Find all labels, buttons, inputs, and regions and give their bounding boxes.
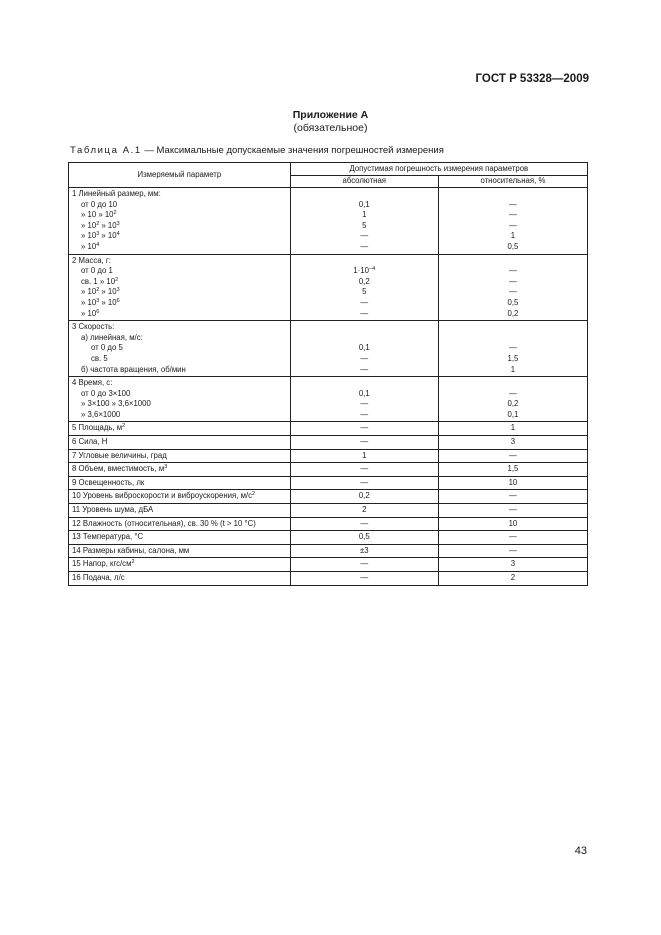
relative-value: 2 xyxy=(510,573,516,582)
parameter-cell xyxy=(69,188,291,255)
table-row xyxy=(69,544,588,558)
exponent: 3 xyxy=(164,464,168,471)
relative-value xyxy=(442,378,584,389)
parameter-text xyxy=(72,221,287,232)
relative-value: 0,1 xyxy=(507,409,519,419)
absolute-cell xyxy=(290,517,438,531)
parameter-text xyxy=(72,437,287,448)
relative-cell xyxy=(438,422,587,436)
parameter-label: » 10 xyxy=(81,287,97,297)
parameter-cell xyxy=(69,321,291,377)
parameter-text xyxy=(72,287,287,298)
absolute-value xyxy=(294,478,435,489)
absolute-value-text: — xyxy=(360,241,369,251)
parameter-label: б) частота вращения, об/мин xyxy=(81,364,186,374)
parameter-label: 11 Уровень шума, дБА xyxy=(72,505,154,515)
absolute-value xyxy=(294,399,435,410)
relative-value xyxy=(442,333,584,344)
parameter-label: 2 Масса, г: xyxy=(72,255,111,265)
relative-cell xyxy=(438,572,587,586)
absolute-value-text: — xyxy=(360,437,369,447)
parameter-text xyxy=(72,309,287,320)
absolute-cell xyxy=(290,490,438,504)
exponent: 2 xyxy=(252,491,256,498)
absolute-value xyxy=(294,559,435,570)
absolute-value-text: 0,2 xyxy=(358,491,370,501)
exponent: 2 xyxy=(122,423,126,430)
absolute-value-text: — xyxy=(360,353,369,363)
annex-title: Приложение А xyxy=(292,109,369,121)
parameter-label: » 10 xyxy=(81,241,97,251)
table-row xyxy=(69,422,588,436)
exponent: 2 xyxy=(131,559,135,566)
parameter-label: 6 Сила, Н xyxy=(72,437,108,447)
parameter-text xyxy=(72,322,287,333)
parameter-cell xyxy=(69,504,291,518)
table-row xyxy=(69,504,588,518)
absolute-value-text: 0,5 xyxy=(358,532,370,542)
relative-value: 3 xyxy=(510,437,516,447)
annex-subtitle: (обязательное) xyxy=(293,122,368,134)
absolute-value xyxy=(294,546,435,557)
parameter-text xyxy=(72,410,287,421)
parameter-text xyxy=(72,451,287,462)
error-limits-table xyxy=(68,162,588,586)
exponent: −4 xyxy=(368,266,376,273)
parameter-label: св. 5 xyxy=(91,353,108,363)
absolute-value-text: — xyxy=(360,409,369,419)
relative-cell xyxy=(438,463,587,477)
table-row xyxy=(69,449,588,463)
table-row xyxy=(69,531,588,545)
relative-value: 3 xyxy=(510,559,516,569)
absolute-value xyxy=(294,298,435,309)
parameter-text xyxy=(72,389,287,400)
relative-value: 0,2 xyxy=(507,399,519,409)
parameter-text xyxy=(72,333,287,344)
relative-value: 0,5 xyxy=(507,241,519,251)
absolute-value xyxy=(294,242,435,253)
absolute-value-text: — xyxy=(360,231,369,241)
relative-value: — xyxy=(509,266,517,276)
relative-value: — xyxy=(509,210,517,220)
relative-value: — xyxy=(509,276,517,286)
relative-cell xyxy=(438,544,587,558)
absolute-value-text: — xyxy=(360,518,369,528)
relative-cell xyxy=(438,531,587,545)
parameter-text xyxy=(72,464,287,475)
parameter-cell xyxy=(69,544,291,558)
table-row xyxy=(69,254,588,321)
exponent: 3 xyxy=(96,231,100,238)
parameter-label: 3 Скорость: xyxy=(72,322,115,332)
absolute-value-text: ±3 xyxy=(359,545,369,555)
relative-cell xyxy=(438,558,587,572)
parameter-label-cont: » 10 xyxy=(99,297,117,307)
parameter-text xyxy=(72,277,287,288)
exponent: 4 xyxy=(116,231,120,238)
table-row xyxy=(69,476,588,490)
table-row xyxy=(69,377,588,422)
parameter-cell xyxy=(69,463,291,477)
header-group: Допустимая погрешность измерения параметров xyxy=(290,163,587,176)
relative-cell xyxy=(438,476,587,490)
table-caption-label: Таблица А.1 xyxy=(70,145,142,156)
parameter-label: » 3,6×1000 xyxy=(81,409,121,419)
parameter-cell xyxy=(69,449,291,463)
relative-value: 10 xyxy=(508,518,518,528)
relative-value xyxy=(442,322,584,333)
parameter-text xyxy=(72,343,287,354)
parameter-label: 16 Подача, л/с xyxy=(72,573,125,582)
absolute-value-text: 5 xyxy=(362,220,367,230)
absolute-value-text: — xyxy=(360,464,369,474)
relative-value: 1 xyxy=(510,364,516,374)
absolute-cell xyxy=(290,422,438,436)
header-parameter: Измеряемый параметр xyxy=(69,163,291,188)
parameter-label: » 10 xyxy=(81,231,97,241)
absolute-value xyxy=(294,343,435,354)
exponent: 2 xyxy=(115,276,119,283)
table-body xyxy=(69,188,588,586)
absolute-value xyxy=(294,354,435,365)
relative-cell xyxy=(438,517,587,531)
relative-value: 0,5 xyxy=(507,297,519,307)
absolute-cell xyxy=(290,188,438,255)
relative-value: — xyxy=(509,545,517,555)
parameter-cell xyxy=(69,476,291,490)
parameter-cell xyxy=(69,490,291,504)
parameter-label: от 0 до 3×100 xyxy=(81,388,131,398)
absolute-value xyxy=(294,189,435,200)
absolute-value xyxy=(294,519,435,530)
parameter-text xyxy=(72,478,287,489)
exponent: 3 xyxy=(116,287,120,294)
absolute-value xyxy=(294,451,435,462)
relative-value: — xyxy=(509,199,517,209)
parameter-label: » 10 xyxy=(81,308,97,318)
relative-cell xyxy=(438,254,587,321)
absolute-value-text: 0,1 xyxy=(358,343,370,353)
absolute-value xyxy=(294,256,435,267)
absolute-value-text: 1 xyxy=(362,210,367,220)
relative-value: — xyxy=(509,491,517,501)
parameter-text xyxy=(72,189,287,200)
parameter-text xyxy=(72,378,287,389)
absolute-value-text: 1·10 xyxy=(353,266,369,276)
parameter-label: 14 Размеры кабины, салона, мм xyxy=(72,545,190,555)
relative-cell xyxy=(438,490,587,504)
exponent: 3 xyxy=(116,220,120,227)
parameter-label-cont: » 10 xyxy=(99,231,117,241)
absolute-cell xyxy=(290,572,438,586)
absolute-value-text: — xyxy=(360,573,369,582)
absolute-value xyxy=(294,491,435,502)
table-row xyxy=(69,463,588,477)
parameter-cell xyxy=(69,531,291,545)
absolute-cell xyxy=(290,504,438,518)
absolute-value xyxy=(294,378,435,389)
parameter-text xyxy=(72,354,287,365)
parameter-text xyxy=(72,573,287,584)
relative-value: 1,5 xyxy=(507,464,519,474)
absolute-value-text: — xyxy=(360,308,369,318)
parameter-cell xyxy=(69,517,291,531)
parameter-cell xyxy=(69,422,291,436)
relative-value: — xyxy=(509,287,517,297)
absolute-value xyxy=(294,505,435,516)
absolute-value xyxy=(294,231,435,242)
parameter-label: от 0 до 5 xyxy=(91,343,123,353)
absolute-value xyxy=(294,410,435,421)
absolute-value xyxy=(294,437,435,448)
absolute-value-text: — xyxy=(360,399,369,409)
header-absolute: абсолютная xyxy=(290,176,438,188)
relative-cell xyxy=(438,377,587,422)
parameter-label: 5 Площадь, м xyxy=(72,423,123,433)
absolute-value xyxy=(294,200,435,211)
absolute-value-text: — xyxy=(360,423,369,433)
page-number: 43 xyxy=(574,845,587,857)
relative-value xyxy=(442,256,584,267)
parameter-text xyxy=(72,423,287,434)
absolute-cell xyxy=(290,321,438,377)
table-row xyxy=(69,572,588,586)
parameter-label: 15 Напор, кгс/см xyxy=(72,559,132,569)
relative-value: — xyxy=(509,532,517,542)
absolute-value xyxy=(294,464,435,475)
parameter-label: 10 Уровень виброскорости и виброускорения, м/с xyxy=(72,491,252,501)
absolute-value xyxy=(294,287,435,298)
absolute-cell xyxy=(290,476,438,490)
relative-value: — xyxy=(509,343,517,353)
table-caption-text: — Максимальные допускаемые значения погрешностей измерения xyxy=(141,145,444,156)
relative-cell xyxy=(438,449,587,463)
parameter-text xyxy=(72,242,287,253)
absolute-cell xyxy=(290,377,438,422)
absolute-cell xyxy=(290,558,438,572)
parameter-text xyxy=(72,546,287,557)
standard-code: ГОСТ Р 53328—2009 xyxy=(475,73,589,85)
absolute-value xyxy=(294,365,435,376)
parameter-label: от 0 до 10 xyxy=(81,199,118,209)
absolute-value xyxy=(294,277,435,288)
header-relative: относительная, % xyxy=(438,176,587,188)
parameter-cell xyxy=(69,572,291,586)
absolute-value-text: 2 xyxy=(362,505,367,515)
parameter-text xyxy=(72,266,287,277)
relative-value: 1,5 xyxy=(507,353,519,363)
relative-value: — xyxy=(509,505,517,515)
parameter-label: 7 Угловые величины, град xyxy=(72,450,167,460)
absolute-value xyxy=(294,573,435,584)
absolute-value-text: 1 xyxy=(362,450,367,460)
parameter-text xyxy=(72,365,287,376)
parameter-label-cont: » 10 xyxy=(99,287,117,297)
parameter-text xyxy=(72,491,287,502)
parameter-label: 1 Линейный размер, мм: xyxy=(72,189,161,198)
table-caption xyxy=(70,145,444,156)
absolute-cell xyxy=(290,531,438,545)
parameter-cell xyxy=(69,436,291,450)
parameter-text xyxy=(72,532,287,543)
parameter-text xyxy=(72,298,287,309)
absolute-value xyxy=(294,532,435,543)
exponent: 4 xyxy=(96,241,100,248)
parameter-label: от 0 до 1 xyxy=(81,266,113,276)
absolute-value xyxy=(294,309,435,320)
relative-value: 1 xyxy=(510,423,516,433)
parameter-cell xyxy=(69,254,291,321)
parameter-text xyxy=(72,519,287,530)
parameter-text xyxy=(72,210,287,221)
parameter-label: 9 Освещенность, лк xyxy=(72,477,145,487)
relative-value xyxy=(442,189,584,200)
table-row xyxy=(69,490,588,504)
parameter-cell xyxy=(69,558,291,572)
relative-value: — xyxy=(509,388,517,398)
relative-cell xyxy=(438,436,587,450)
relative-value: — xyxy=(509,450,517,460)
absolute-value xyxy=(294,210,435,221)
parameter-text xyxy=(72,399,287,410)
absolute-value xyxy=(294,266,435,277)
parameter-label: а) линейная, м/с: xyxy=(81,332,143,342)
absolute-value-text: — xyxy=(360,559,369,569)
parameter-label-cont: » 10 xyxy=(99,220,117,230)
parameter-label: » 3×100 » 3,6×1000 xyxy=(81,399,151,409)
absolute-cell xyxy=(290,254,438,321)
parameter-label: » 10 xyxy=(81,220,97,230)
table-row xyxy=(69,188,588,255)
absolute-cell xyxy=(290,436,438,450)
table-row xyxy=(69,558,588,572)
absolute-value-text: — xyxy=(360,477,369,487)
exponent: 6 xyxy=(116,297,120,304)
parameter-text xyxy=(72,200,287,211)
relative-cell xyxy=(438,321,587,377)
relative-value: 10 xyxy=(508,477,518,487)
parameter-label: 4 Время, с: xyxy=(72,378,113,388)
table-row xyxy=(69,517,588,531)
absolute-value-text: — xyxy=(360,297,369,307)
absolute-value-text: 0,1 xyxy=(358,388,370,398)
absolute-value-text: — xyxy=(360,364,369,374)
parameter-label: » 10 xyxy=(81,297,97,307)
absolute-value-text: 5 xyxy=(362,287,367,297)
absolute-cell xyxy=(290,463,438,477)
exponent: 6 xyxy=(96,308,100,315)
exponent: 2 xyxy=(113,210,117,217)
absolute-cell xyxy=(290,449,438,463)
absolute-cell xyxy=(290,544,438,558)
absolute-value xyxy=(294,389,435,400)
exponent: 2 xyxy=(96,220,100,227)
parameter-text xyxy=(72,559,287,570)
relative-cell xyxy=(438,504,587,518)
parameter-text xyxy=(72,231,287,242)
relative-value: 0,2 xyxy=(507,308,519,318)
parameter-text xyxy=(72,256,287,267)
absolute-value xyxy=(294,322,435,333)
absolute-value-text: 0,1 xyxy=(358,199,370,209)
parameter-label: 12 Влажность (относительная), св. 30 % (t > 10 °С) xyxy=(72,518,256,528)
parameter-label: 13 Температура, °С xyxy=(72,532,144,542)
absolute-value xyxy=(294,423,435,434)
absolute-value xyxy=(294,333,435,344)
parameter-label: св. 1 » 10 xyxy=(81,276,116,286)
exponent: 2 xyxy=(96,287,100,294)
exponent: 3 xyxy=(96,297,100,304)
parameter-label: 8 Объем, вместимость, м xyxy=(72,464,165,474)
table-row xyxy=(69,321,588,377)
parameter-cell xyxy=(69,377,291,422)
parameter-label: » 10 » 10 xyxy=(81,210,114,220)
absolute-value xyxy=(294,221,435,232)
relative-cell xyxy=(438,188,587,255)
relative-value: — xyxy=(509,220,517,230)
absolute-value-text: 0,2 xyxy=(358,276,370,286)
parameter-text xyxy=(72,505,287,516)
relative-value: 1 xyxy=(510,231,516,241)
table-row xyxy=(69,436,588,450)
